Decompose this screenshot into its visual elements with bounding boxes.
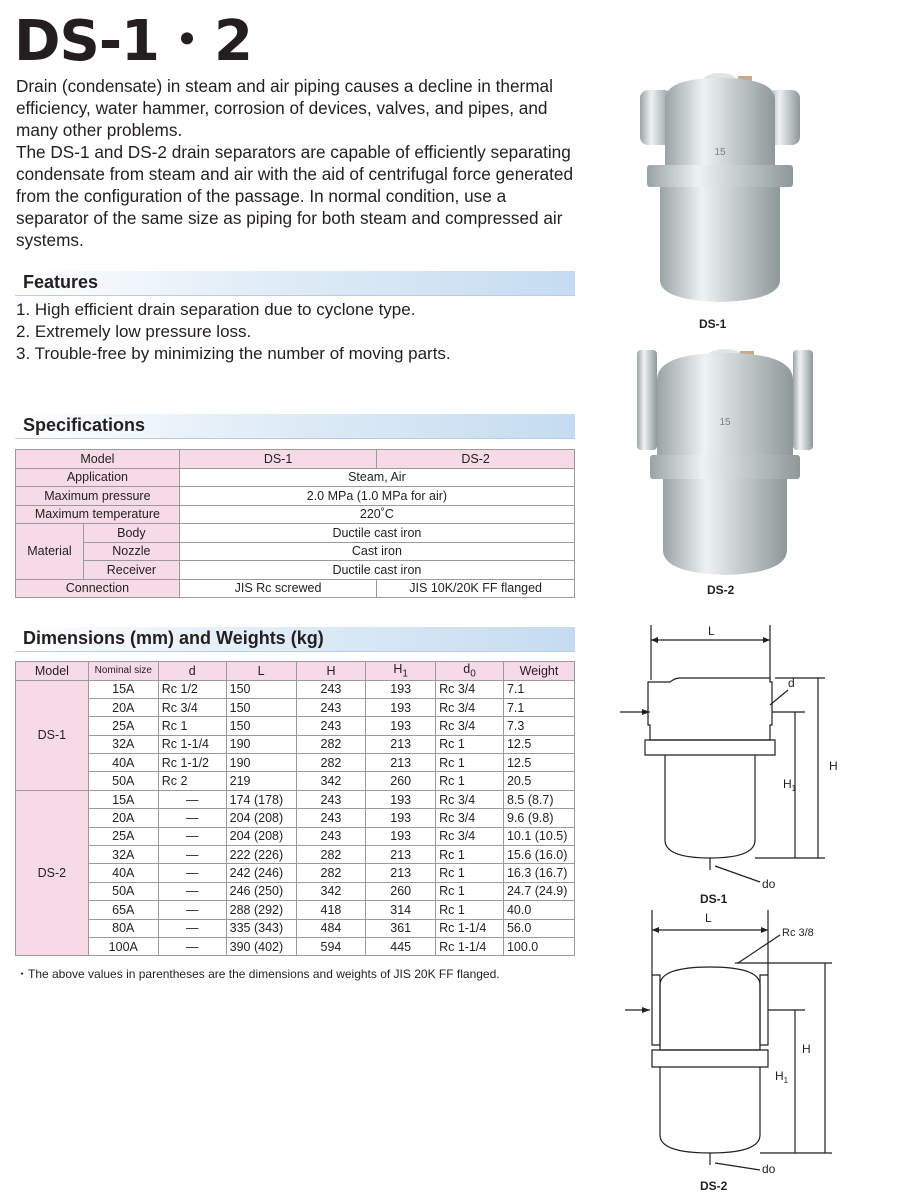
col-header-model: Model — [16, 662, 89, 681]
table-cell: 7.1 — [503, 698, 574, 716]
table-cell: — — [158, 827, 226, 845]
spec-nozzle-label: Nozzle — [83, 542, 179, 561]
ds2-label-H: H — [802, 1042, 811, 1056]
model-cell: DS-1 — [16, 680, 89, 790]
table-row — [16, 735, 575, 753]
table-cell: Rc 1-1/4 — [436, 919, 504, 937]
table-row — [16, 790, 575, 808]
table-cell: 314 — [366, 901, 436, 919]
ds2-drawing-caption: DS-2 — [700, 1179, 728, 1193]
table-cell: 193 — [366, 827, 436, 845]
table-cell: 32A — [88, 846, 158, 864]
table-cell: — — [158, 846, 226, 864]
ds2-photo-outlet-flange — [793, 350, 813, 450]
ds2-label-do: do — [762, 1162, 776, 1176]
spec-connection-label: Connection — [16, 579, 180, 598]
table-cell: 193 — [366, 809, 436, 827]
ds1-d-leader — [770, 690, 788, 705]
table-cell: Rc 3/4 — [436, 827, 504, 845]
table-row — [16, 827, 575, 845]
features-heading — [15, 271, 575, 296]
ds2-label-H1-sub: 1 — [783, 1076, 789, 1085]
specifications-heading-text: Specifications — [23, 415, 146, 435]
table-cell: 213 — [366, 735, 436, 753]
table-cell: — — [158, 937, 226, 955]
table-cell: 594 — [296, 937, 366, 955]
table-row — [16, 505, 575, 524]
table-cell: 80A — [88, 919, 158, 937]
table-cell: 335 (343) — [226, 919, 296, 937]
ds2-label-H1 — [775, 1069, 789, 1085]
dimensions-heading-text: Dimensions (mm) and Weights (kg) — [23, 628, 324, 648]
dimensions-footnote: ・The above values in parentheses are the dimensions and weights of JIS 20K FF flanged. — [16, 967, 500, 981]
table-cell: 100.0 — [503, 937, 574, 955]
spec-application-value: Steam, Air — [179, 468, 574, 487]
table-cell: Rc 1-1/4 — [158, 735, 226, 753]
table-cell: 32A — [88, 735, 158, 753]
table-cell: 56.0 — [503, 919, 574, 937]
table-cell: 193 — [366, 698, 436, 716]
table-header-row — [16, 662, 575, 681]
ds1-label-H: H — [829, 759, 838, 773]
dimensions-table-body — [16, 680, 575, 956]
table-cell: 15A — [88, 680, 158, 698]
table-row — [16, 901, 575, 919]
table-row — [16, 579, 575, 598]
table-cell: Rc 3/4 — [436, 680, 504, 698]
table-cell: 243 — [296, 698, 366, 716]
ds1-dim-L-arrow-right — [763, 637, 770, 643]
table-row — [16, 468, 575, 487]
table-row — [16, 717, 575, 735]
ds1-photo-cast-mark: 15 — [714, 147, 726, 158]
table-cell: 20.5 — [503, 772, 574, 790]
table-row — [16, 809, 575, 827]
table-row — [16, 772, 575, 790]
ds1-product-photo — [635, 70, 805, 310]
table-cell: 15A — [88, 790, 158, 808]
ds2-label-H1-main: H — [775, 1069, 784, 1083]
table-cell: 193 — [366, 717, 436, 735]
table-cell: 361 — [366, 919, 436, 937]
table-cell: 282 — [296, 754, 366, 772]
table-cell: — — [158, 882, 226, 900]
table-cell: 282 — [296, 735, 366, 753]
table-cell: 100A — [88, 937, 158, 955]
table-cell: 40A — [88, 754, 158, 772]
table-cell: Rc 2 — [158, 772, 226, 790]
intro-text — [16, 75, 576, 251]
table-cell: 24.7 (24.9) — [503, 882, 574, 900]
table-cell: — — [158, 864, 226, 882]
dimensions-table — [15, 661, 575, 956]
table-cell: 10.1 (10.5) — [503, 827, 574, 845]
table-cell: Rc 1 — [158, 717, 226, 735]
table-cell: Rc 3/4 — [436, 790, 504, 808]
spec-pressure-label: Maximum pressure — [16, 487, 180, 506]
table-cell: 243 — [296, 680, 366, 698]
table-cell: 50A — [88, 772, 158, 790]
ds2-dimension-drawing — [620, 905, 840, 1195]
ds1-label-H1-sub: 1 — [791, 784, 797, 793]
table-cell: 282 — [296, 864, 366, 882]
ds2-do-leader — [715, 1163, 760, 1170]
table-row — [16, 754, 575, 772]
ds1-inlet-arrowhead — [642, 709, 650, 715]
spec-application-label: Application — [16, 468, 180, 487]
table-cell: 65A — [88, 901, 158, 919]
ds1-do-leader — [715, 866, 760, 882]
ds1-dim-L-arrow-left — [651, 637, 658, 643]
spec-body-label: Body — [83, 524, 179, 543]
spec-temperature-value: 220˚C — [179, 505, 574, 524]
table-cell: 246 (250) — [226, 882, 296, 900]
col-header-nominal: Nominal size — [88, 662, 158, 681]
table-cell: 243 — [296, 827, 366, 845]
table-cell: Rc 1 — [436, 882, 504, 900]
table-cell: 12.5 — [503, 735, 574, 753]
feature-item: 3. Trouble-free by minimizing the number of moving parts. — [16, 344, 451, 363]
table-cell: 213 — [366, 864, 436, 882]
ds2-dim-L-arrow-right — [761, 927, 768, 933]
table-cell: 9.6 (9.8) — [503, 809, 574, 827]
ds2-drawing-outlet-flange — [760, 975, 768, 1045]
table-cell: Rc 3/4 — [436, 717, 504, 735]
table-cell: 243 — [296, 809, 366, 827]
ds1-drawing-receiver — [665, 755, 755, 858]
table-cell: Rc 3/4 — [436, 698, 504, 716]
col-header-H1-main: H — [393, 662, 403, 676]
ds1-label-H1-main: H — [783, 777, 792, 791]
table-cell: 193 — [366, 790, 436, 808]
table-cell: 282 — [296, 846, 366, 864]
ds1-drawing-flange — [645, 740, 775, 755]
ds1-label-d: d — [788, 676, 795, 690]
spec-model-ds1: DS-1 — [179, 450, 376, 469]
ds2-photo-caption: DS-2 — [707, 583, 735, 597]
spec-nozzle-value: Cast iron — [179, 542, 574, 561]
col-header-H: H — [296, 662, 366, 681]
features-list — [16, 299, 576, 365]
col-header-H1 — [366, 662, 436, 681]
table-cell: 204 (208) — [226, 809, 296, 827]
table-cell: Rc 3/4 — [436, 809, 504, 827]
table-cell: — — [158, 919, 226, 937]
ds2-photo-cast-mark: 15 — [719, 417, 731, 428]
table-row — [16, 919, 575, 937]
table-cell: 150 — [226, 680, 296, 698]
col-header-H1-sub: 1 — [402, 668, 408, 680]
features-heading-text: Features — [23, 272, 99, 292]
spec-model-label: Model — [16, 450, 180, 469]
ds2-photo-body — [657, 353, 793, 455]
spec-connection-ds2: JIS 10K/20K FF flanged — [377, 579, 575, 598]
ds1-label-do: do — [762, 877, 776, 891]
table-cell: 40.0 — [503, 901, 574, 919]
table-cell: 219 — [226, 772, 296, 790]
table-row — [16, 937, 575, 955]
col-header-L: L — [226, 662, 296, 681]
ds1-photo-flange — [647, 165, 793, 187]
ds1-drawing-body — [648, 678, 772, 740]
table-cell: 342 — [296, 882, 366, 900]
table-row — [16, 450, 575, 469]
table-cell: Rc 1 — [436, 864, 504, 882]
ds2-photo-flange — [650, 455, 800, 479]
ds2-label-rc: Rc 3/8 — [782, 927, 814, 939]
table-row — [16, 864, 575, 882]
feature-item: 2. Extremely low pressure loss. — [16, 322, 252, 341]
col-header-d0 — [436, 662, 504, 681]
table-cell: Rc 1 — [436, 772, 504, 790]
ds2-drawing-flange — [652, 1050, 768, 1067]
table-cell: 222 (226) — [226, 846, 296, 864]
spec-model-ds2: DS-2 — [377, 450, 575, 469]
col-header-weight: Weight — [503, 662, 574, 681]
table-cell: Rc 1-1/4 — [436, 937, 504, 955]
table-cell: 25A — [88, 717, 158, 735]
ds1-photo-receiver — [660, 187, 780, 302]
table-cell: 418 — [296, 901, 366, 919]
table-cell: — — [158, 809, 226, 827]
table-cell: Rc 1 — [436, 846, 504, 864]
table-cell: Rc 1/2 — [158, 680, 226, 698]
table-cell: Rc 1 — [436, 901, 504, 919]
ds2-photo-receiver — [663, 479, 787, 575]
table-cell: 243 — [296, 790, 366, 808]
specifications-table — [15, 449, 575, 598]
ds1-photo-caption: DS-1 — [699, 317, 727, 331]
table-cell: 7.1 — [503, 680, 574, 698]
table-cell: 150 — [226, 698, 296, 716]
ds2-product-photo — [635, 345, 815, 580]
table-cell: 190 — [226, 735, 296, 753]
table-row — [16, 698, 575, 716]
table-row — [16, 846, 575, 864]
table-cell: 174 (178) — [226, 790, 296, 808]
ds2-photo-inlet-flange — [637, 350, 657, 450]
table-cell: 50A — [88, 882, 158, 900]
table-cell: Rc 1 — [436, 754, 504, 772]
col-header-d: d — [158, 662, 226, 681]
spec-receiver-value: Ductile cast iron — [179, 561, 574, 580]
table-cell: 213 — [366, 846, 436, 864]
specifications-heading — [15, 414, 575, 439]
feature-item: 1. High efficient drain separation due to cyclone type. — [16, 300, 416, 319]
table-row — [16, 524, 575, 543]
spec-connection-ds1: JIS Rc screwed — [179, 579, 376, 598]
table-row — [16, 542, 575, 561]
table-cell: 204 (208) — [226, 827, 296, 845]
table-cell: 445 — [366, 937, 436, 955]
table-cell: 243 — [296, 717, 366, 735]
ds2-rc-leader — [738, 935, 780, 963]
table-cell: Rc 3/4 — [158, 698, 226, 716]
table-cell: 260 — [366, 772, 436, 790]
table-cell: Rc 1-1/2 — [158, 754, 226, 772]
table-cell: 15.6 (16.0) — [503, 846, 574, 864]
page-title: DS-1・2 — [14, 9, 252, 74]
table-cell: 390 (402) — [226, 937, 296, 955]
spec-body-value: Ductile cast iron — [179, 524, 574, 543]
table-row — [16, 680, 575, 698]
col-header-d0-main: d — [463, 662, 471, 676]
table-cell: 40A — [88, 864, 158, 882]
table-cell: 213 — [366, 754, 436, 772]
table-cell: 16.3 (16.7) — [503, 864, 574, 882]
ds1-drawing-caption: DS-1 — [700, 892, 728, 906]
ds2-inlet-arrowhead — [642, 1007, 650, 1013]
table-row — [16, 882, 575, 900]
table-cell: 20A — [88, 809, 158, 827]
spec-temperature-label: Maximum temperature — [16, 505, 180, 524]
model-cell: DS-2 — [16, 790, 89, 956]
table-cell: 260 — [366, 882, 436, 900]
intro-paragraph-1: Drain (condensate) in steam and air piping causes a decline in thermal efficiency, water hammer, corrosion of devices, valves, and pipes, and many other problems. — [16, 76, 553, 140]
table-cell: 25A — [88, 827, 158, 845]
ds2-label-L: L — [705, 911, 712, 925]
table-cell: 20A — [88, 698, 158, 716]
table-cell: 190 — [226, 754, 296, 772]
table-cell: 242 (246) — [226, 864, 296, 882]
table-cell: 8.5 (8.7) — [503, 790, 574, 808]
table-cell: Rc 1 — [436, 735, 504, 753]
ds2-drawing-receiver — [660, 1067, 760, 1153]
ds1-label-L: L — [708, 624, 715, 638]
spec-receiver-label: Receiver — [83, 561, 179, 580]
table-cell: — — [158, 790, 226, 808]
table-cell: — — [158, 901, 226, 919]
spec-pressure-value: 2.0 MPa (1.0 MPa for air) — [179, 487, 574, 506]
table-cell: 342 — [296, 772, 366, 790]
table-cell: 193 — [366, 680, 436, 698]
ds1-dimension-drawing — [620, 620, 840, 910]
intro-paragraph-2: The DS-1 and DS-2 drain separators are capable of efficiently separating condensate from steam and air with the aid of centrifugal force generated from the configuration of the passage. In normal condition, use a separator of the same size as piping for both steam and compressed air systems. — [16, 142, 574, 250]
table-cell: 7.3 — [503, 717, 574, 735]
ds2-dim-L-arrow-left — [652, 927, 659, 933]
dimensions-heading — [15, 627, 575, 652]
table-cell: 484 — [296, 919, 366, 937]
table-row — [16, 561, 575, 580]
table-cell: 12.5 — [503, 754, 574, 772]
table-cell: 288 (292) — [226, 901, 296, 919]
table-row — [16, 487, 575, 506]
spec-material-label: Material — [16, 524, 84, 580]
ds2-drawing-body — [660, 967, 760, 1050]
col-header-d0-sub: 0 — [470, 668, 476, 680]
ds2-drawing-inlet-flange — [652, 975, 660, 1045]
table-cell: 150 — [226, 717, 296, 735]
